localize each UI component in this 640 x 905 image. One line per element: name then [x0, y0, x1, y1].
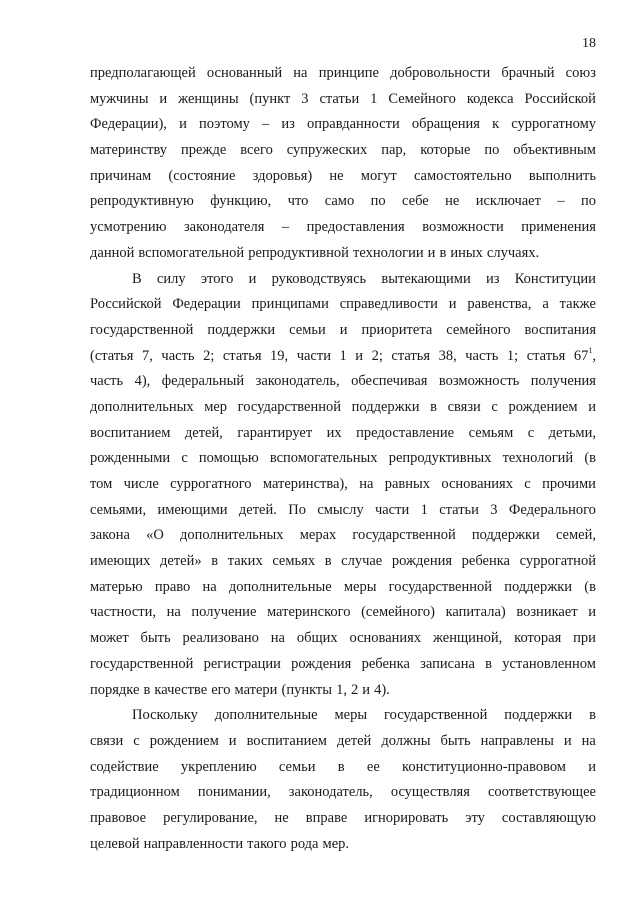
word: ее: [366, 758, 380, 775]
word: законодатель,: [288, 784, 373, 801]
word: право: [154, 578, 191, 595]
word: получение: [191, 604, 257, 621]
word: технологий: [502, 450, 574, 467]
text-line: [90, 729, 596, 755]
text-line: [90, 626, 596, 652]
word: возникает: [516, 604, 578, 621]
word: в: [324, 553, 332, 570]
word: всего: [240, 142, 273, 159]
text-line: [90, 395, 596, 421]
word: случае: [341, 553, 383, 570]
word: и: [362, 681, 371, 698]
document-body: [90, 61, 596, 857]
word: (семейного): [361, 604, 435, 621]
word: конституционно-правовом: [402, 758, 566, 775]
word: по: [370, 193, 386, 210]
text-line: [90, 318, 596, 344]
word: которая: [514, 630, 562, 647]
word: части: [374, 501, 410, 518]
word: на: [270, 630, 285, 647]
word: данной: [90, 244, 135, 261]
word: детей: [336, 732, 372, 749]
word: при: [573, 630, 596, 647]
text-line: [90, 61, 596, 87]
word: составляющую: [501, 809, 596, 826]
word: (пункты: [281, 681, 333, 698]
word: понимании,: [197, 784, 271, 801]
paragraph: [90, 61, 596, 267]
word: 2;: [203, 347, 215, 364]
word: Конституции: [514, 270, 596, 287]
word: «О: [146, 527, 164, 544]
word: В: [132, 270, 142, 287]
word: на: [293, 65, 308, 81]
text-line: [90, 112, 596, 138]
word: в: [589, 707, 596, 724]
word: материнства),: [262, 476, 348, 492]
word: и: [339, 321, 348, 338]
word: регулирование,: [163, 809, 258, 826]
word: регистрации: [203, 655, 281, 672]
word: суррогатного: [170, 476, 252, 492]
word: семьи: [289, 321, 326, 338]
text-line: [90, 164, 596, 190]
word: супружеских: [286, 142, 368, 159]
word: государственной: [352, 527, 456, 544]
word: государственной: [237, 398, 342, 415]
word: государственной: [384, 707, 488, 724]
word: часть: [161, 347, 195, 364]
word: меры: [334, 707, 368, 724]
word: игнорировать: [364, 809, 449, 826]
word: законодатель,: [255, 373, 340, 390]
word: поддержки: [471, 527, 540, 544]
word: (пункт: [249, 90, 291, 107]
word: репродуктивной: [248, 244, 349, 261]
word: и: [563, 732, 572, 749]
word: рождением: [149, 732, 219, 749]
word: государственной: [90, 321, 194, 338]
word: и: [248, 270, 257, 287]
word: материнского: [266, 604, 351, 621]
word: Российской: [90, 296, 162, 313]
word: также: [559, 296, 596, 313]
word: добровольности: [390, 65, 491, 81]
text-line: [90, 575, 596, 601]
word: законодателя: [183, 219, 265, 236]
word: часть: [465, 347, 499, 364]
word: не: [445, 193, 460, 210]
word: прочими: [542, 476, 596, 492]
word: и: [179, 116, 187, 133]
word: связи: [447, 398, 481, 415]
word: обеспечивая: [351, 373, 428, 390]
text-line: [90, 138, 596, 164]
word: капитала): [445, 604, 506, 621]
text-line: [90, 549, 596, 575]
word: могут: [360, 167, 397, 184]
text-line: [90, 755, 596, 781]
word: не: [329, 167, 344, 184]
word: направлены: [480, 732, 554, 749]
word: традиционном: [90, 784, 180, 801]
word: силу: [156, 270, 186, 287]
word: поэтому: [198, 116, 250, 133]
word: что: [287, 193, 309, 210]
word: 1: [339, 347, 347, 364]
word: приоритета: [361, 321, 433, 338]
word: основаниях: [441, 476, 513, 492]
word: Российской: [524, 90, 596, 107]
word: статьи: [439, 501, 479, 518]
word: семьями,: [90, 501, 147, 518]
word: (статья: [90, 347, 134, 364]
word: семьям: [468, 424, 514, 441]
word: 1,: [336, 681, 347, 698]
word: быть: [440, 732, 471, 749]
word: (в: [584, 578, 596, 595]
word: таких: [227, 553, 263, 570]
word: суррогатному: [511, 116, 596, 133]
word: имеющих: [90, 553, 151, 570]
word: поддержки: [351, 398, 420, 415]
text-line: [90, 241, 596, 267]
word: и: [228, 732, 237, 749]
word: женщиной,: [432, 630, 503, 647]
word: предоставления: [306, 219, 405, 236]
word: и: [588, 758, 596, 775]
word: (в: [584, 450, 596, 467]
word: справедливости: [339, 296, 438, 313]
word: правовое: [90, 809, 147, 826]
text-line: [90, 292, 596, 318]
word: и: [355, 347, 364, 364]
word: –: [262, 116, 270, 133]
text-line: [90, 267, 596, 293]
word: репродуктивных: [388, 450, 492, 467]
word: дополнительных: [179, 527, 284, 544]
word: иных: [450, 244, 483, 261]
word: Федерального: [508, 501, 596, 518]
text-line: [90, 344, 596, 370]
word: части: [296, 347, 331, 364]
word: направленности: [143, 835, 244, 852]
word: его: [211, 681, 231, 698]
word: воспитанием: [246, 732, 327, 749]
word: гарантирует: [237, 424, 313, 441]
word: прежде: [180, 142, 227, 159]
word: равных: [384, 476, 431, 492]
text-line: [90, 215, 596, 241]
word: связи: [90, 732, 124, 749]
text-line: [90, 806, 596, 832]
word: с: [181, 450, 188, 467]
word: 2;: [371, 347, 383, 364]
word: на: [202, 578, 217, 595]
word: Федерации: [172, 296, 241, 313]
word: усмотрению: [90, 219, 167, 236]
paragraph: [90, 267, 596, 704]
word: семей,: [555, 527, 596, 544]
word: детей»: [160, 553, 202, 570]
word: 1: [370, 90, 378, 107]
word: 1;: [506, 347, 519, 364]
word: (состояние: [168, 167, 236, 184]
word: суррогатной: [519, 553, 596, 570]
word: обращения: [411, 116, 480, 133]
text-line: [90, 189, 596, 215]
word: принципе: [318, 65, 379, 81]
word: предполагающей: [90, 65, 196, 81]
word: женщины: [178, 90, 239, 107]
word: исключает: [475, 193, 541, 210]
word: и: [448, 296, 457, 313]
word: имеющими: [157, 501, 228, 518]
word: общих: [296, 630, 338, 647]
word: Федерации),: [90, 116, 167, 133]
word: числе: [123, 476, 159, 492]
text-line: [90, 678, 596, 704]
word: вправе: [305, 809, 348, 826]
text-line: [90, 421, 596, 447]
text-line: [90, 600, 596, 626]
word: смыслу: [317, 501, 364, 518]
word: по: [484, 142, 500, 159]
word: в: [430, 398, 437, 415]
word: на: [581, 732, 596, 749]
word: рождением: [508, 398, 578, 415]
word: матерью: [90, 578, 143, 595]
word: из: [281, 116, 295, 133]
text-line: [90, 446, 596, 472]
word: поддержки: [207, 321, 276, 338]
word: 7,: [142, 347, 153, 364]
text-line: [90, 498, 596, 524]
word: равенства,: [467, 296, 532, 313]
word: мерах: [299, 527, 337, 544]
word: рода: [290, 835, 319, 852]
word: 38,: [438, 347, 457, 364]
word: и: [159, 90, 168, 107]
word: 1: [420, 501, 428, 518]
word: качестве: [154, 681, 208, 698]
word: их: [326, 424, 342, 441]
word: такого: [247, 835, 287, 852]
word: вспомогательной: [138, 244, 245, 261]
text-line: [90, 369, 596, 395]
word: пар,: [381, 142, 407, 159]
word: поддержки: [504, 578, 573, 595]
word: брачный: [501, 65, 555, 81]
word: содействие: [90, 758, 159, 775]
word: статья: [391, 347, 431, 364]
text-line: [90, 832, 596, 858]
word: 3: [490, 501, 498, 518]
word: ребенка: [361, 655, 410, 672]
word: 19,: [270, 347, 289, 364]
word: в: [337, 758, 345, 775]
word: руководствуясь: [271, 270, 367, 287]
word: порядке: [90, 681, 140, 698]
word: в: [439, 244, 447, 261]
word: ребенка: [461, 553, 510, 570]
word: детей.: [238, 501, 277, 518]
word: союз: [565, 65, 596, 81]
word: том: [90, 476, 113, 492]
word: федеральный: [161, 373, 245, 390]
paragraph: [90, 703, 596, 857]
text-line: [90, 780, 596, 806]
word: мер.: [322, 835, 350, 852]
word: осуществляя: [390, 784, 470, 801]
text-line: [90, 523, 596, 549]
word: с: [524, 476, 531, 492]
word: Поскольку: [132, 707, 198, 724]
word: здоровья): [252, 167, 313, 184]
word: мужчины: [90, 90, 149, 107]
word: семейного: [446, 321, 511, 338]
word: предоставление: [356, 424, 455, 441]
word: по: [580, 193, 596, 210]
word: статья: [222, 347, 262, 364]
word: статьи: [319, 90, 360, 107]
word: вытекающими: [381, 270, 471, 287]
word: –: [557, 193, 565, 210]
word: дополнительные: [228, 578, 332, 595]
page-number: 18: [582, 36, 596, 51]
word: 2: [350, 681, 359, 698]
word: к: [492, 116, 500, 133]
word: записана: [420, 655, 475, 672]
word: выполнить: [528, 167, 596, 184]
word: в: [143, 681, 151, 698]
word: должны: [381, 732, 431, 749]
word: основаниях: [349, 630, 422, 647]
word: матери: [234, 681, 278, 698]
word: применения: [521, 219, 596, 236]
word: частности,: [90, 604, 157, 621]
word: помощью: [198, 450, 259, 467]
word: получения: [530, 373, 596, 390]
word: принципами: [251, 296, 329, 313]
word: –: [281, 219, 290, 236]
word: закона: [90, 527, 130, 544]
word: в: [211, 553, 219, 570]
word: возможности: [422, 219, 504, 236]
word: воспитанием: [90, 424, 171, 441]
word: дополнительных: [90, 398, 194, 415]
word: функцию,: [210, 193, 272, 210]
word: эту: [465, 809, 485, 826]
word: материнству: [90, 142, 168, 159]
word: государственной: [388, 578, 492, 595]
word: технологии: [352, 244, 424, 261]
word: статья: [526, 347, 566, 364]
word: вспомогательных: [269, 450, 378, 467]
word: 4).: [374, 681, 390, 698]
word: семьях: [272, 553, 316, 570]
word: себе: [402, 193, 429, 210]
word: на: [359, 476, 374, 492]
word: дополнительные: [214, 707, 318, 724]
text-line: [90, 472, 596, 498]
word: целевой: [90, 835, 140, 852]
word: поддержки: [504, 707, 573, 724]
word: 3: [301, 90, 309, 107]
word: возможность: [438, 373, 520, 390]
word: 4),: [134, 373, 151, 390]
word: и: [588, 604, 596, 621]
word: Семейного: [388, 90, 456, 107]
word: объективным: [513, 142, 596, 159]
word: часть: [90, 373, 124, 390]
word: из: [485, 270, 500, 287]
word: быть: [140, 630, 171, 647]
word: которые: [420, 142, 471, 159]
word: с: [133, 732, 140, 749]
word: а: [542, 296, 549, 313]
word: детьми,: [548, 424, 596, 441]
word: не: [274, 809, 289, 826]
word: может: [90, 630, 129, 647]
word: с: [527, 424, 535, 441]
word: кодекса: [466, 90, 514, 107]
word: самостоятельно: [413, 167, 512, 184]
word: соответствующее: [487, 784, 596, 801]
word: укреплению: [180, 758, 257, 775]
word: само: [324, 193, 355, 210]
word: рождения: [391, 553, 453, 570]
word: меры: [343, 578, 377, 595]
word: причинам: [90, 167, 152, 184]
text-line: [90, 87, 596, 113]
word: оправданности: [307, 116, 400, 133]
word: установленном: [502, 655, 596, 672]
word: и: [427, 244, 436, 261]
word: рождения: [291, 655, 352, 672]
word: семьи: [278, 758, 316, 775]
word: случаях.: [486, 244, 540, 261]
word: и: [588, 398, 596, 415]
word: рожденными: [90, 450, 171, 467]
word: государственной: [90, 655, 194, 672]
word: с: [491, 398, 498, 415]
word: По: [288, 501, 306, 518]
text-line: [90, 652, 596, 678]
word: $67^1$,: [573, 345, 596, 364]
word: мер: [204, 398, 228, 415]
word: этого: [200, 270, 234, 287]
text-line: [90, 703, 596, 729]
word: воспитания: [524, 321, 596, 338]
word: в: [485, 655, 493, 672]
word: на: [166, 604, 181, 621]
word: реализовано: [182, 630, 259, 647]
word: репродуктивную: [90, 193, 194, 210]
word: детей,: [184, 424, 223, 441]
word: основанный: [206, 65, 283, 81]
